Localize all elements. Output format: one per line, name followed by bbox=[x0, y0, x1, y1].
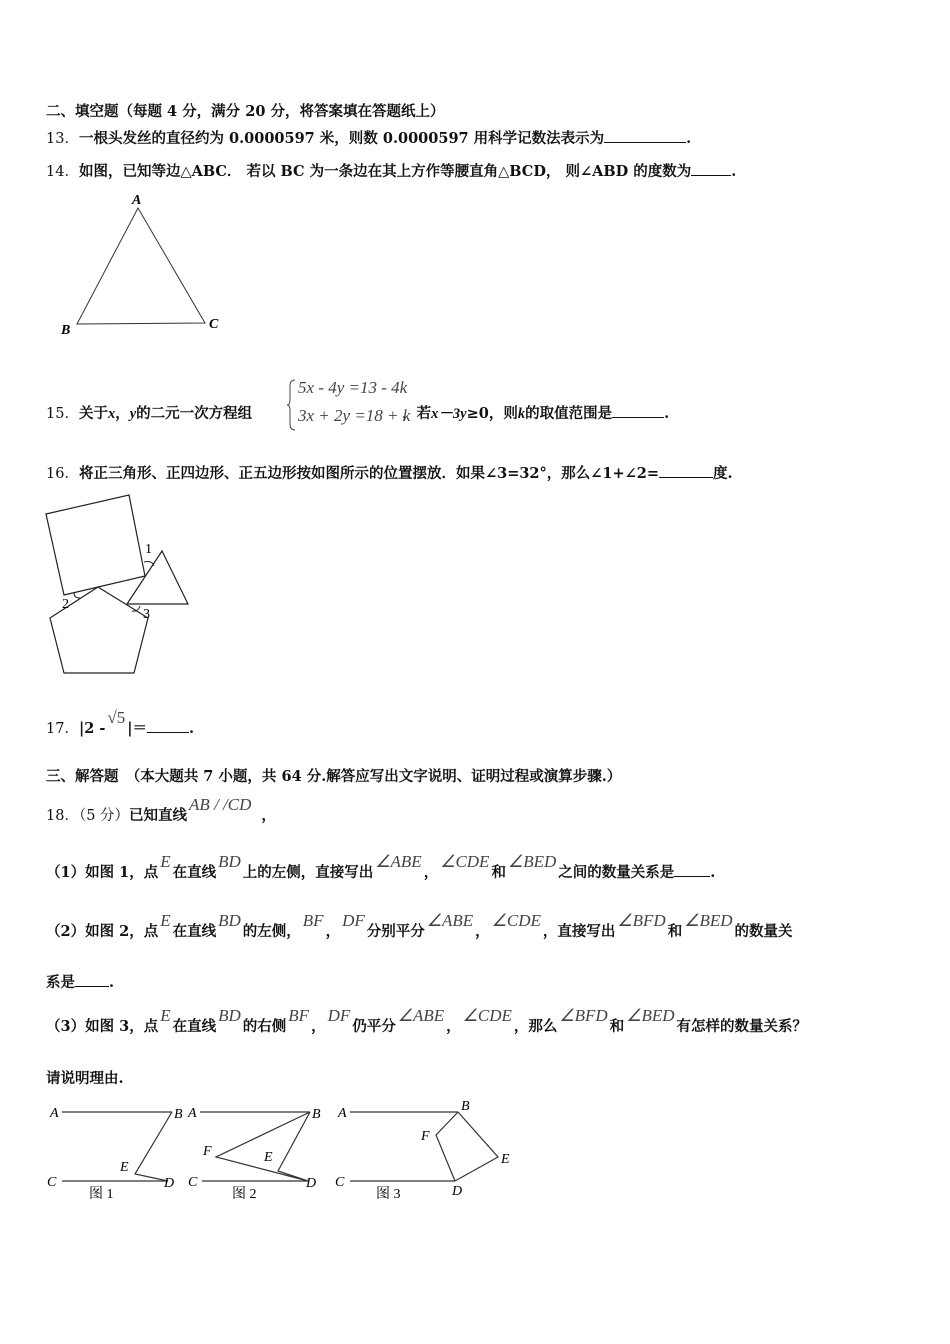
question-end: 度. bbox=[713, 465, 733, 482]
part-text: 在直线 bbox=[172, 923, 217, 940]
part-text: 的左侧， bbox=[242, 923, 301, 940]
math-bf: BF bbox=[302, 911, 324, 930]
math-angle-bfd: ∠BFD bbox=[559, 1006, 608, 1025]
figure-1 bbox=[47, 1106, 183, 1202]
question-number: 14． bbox=[46, 164, 79, 180]
answer-blank[interactable] bbox=[75, 972, 109, 987]
answer-blank[interactable] bbox=[659, 463, 713, 478]
part-text: 的数量关 bbox=[734, 923, 793, 940]
question-13 bbox=[46, 128, 691, 149]
fig3-label-a: A bbox=[338, 1106, 347, 1121]
answer-blank[interactable] bbox=[604, 128, 686, 143]
answer-blank[interactable] bbox=[674, 862, 710, 877]
equation-1: 5x - 4y =13 - 4k bbox=[298, 378, 408, 397]
part-text: ， bbox=[446, 1018, 461, 1035]
var-y: y bbox=[129, 406, 137, 422]
question-text: ， bbox=[261, 807, 276, 824]
figure-3 bbox=[335, 1099, 510, 1202]
system-brace bbox=[287, 378, 297, 432]
question-18-part-3 bbox=[46, 1006, 807, 1037]
question-text: 已知直线 bbox=[129, 807, 188, 824]
fig2-label-c: C bbox=[188, 1175, 198, 1190]
math-angle-abe: ∠ABE bbox=[426, 911, 474, 930]
fig3-label-b: B bbox=[461, 1099, 470, 1114]
math-angle-cde: ∠CDE bbox=[440, 852, 490, 871]
var-k: k bbox=[517, 406, 526, 422]
fig2-label-d: D bbox=[306, 1176, 317, 1191]
math-angle-bfd: ∠BFD bbox=[617, 911, 666, 930]
question-text: ，若 bbox=[402, 405, 432, 422]
equilateral-triangle bbox=[77, 208, 205, 324]
math-bd: BD bbox=[218, 1006, 241, 1025]
math-angle-cde: ∠CDE bbox=[462, 1006, 512, 1025]
part-text: 有怎样的数量关系？ bbox=[676, 1018, 807, 1035]
part-text: （2）如图 2，点 bbox=[46, 923, 159, 940]
equation-2: 3x + 2y =18 + k bbox=[298, 406, 411, 425]
part-text: 仍平分 bbox=[352, 1018, 396, 1035]
fig1-label-a: A bbox=[50, 1106, 59, 1121]
section-2-title: 二、填空题（每题 4 分，满分 20 分，将答案填在答题纸上） bbox=[46, 103, 445, 120]
figure-2 bbox=[187, 1106, 321, 1202]
question-text: 的取值范围是 bbox=[525, 405, 613, 422]
label-c: C bbox=[209, 317, 219, 332]
question-18-part-1 bbox=[46, 852, 716, 883]
part-text: （1）如图 1，点 bbox=[46, 864, 159, 881]
part-text: 上的左侧，直接写出 bbox=[242, 864, 374, 881]
math-angle-bed: ∠BED bbox=[684, 911, 733, 930]
part-text: 和 bbox=[609, 1018, 625, 1035]
fig3-label-e: E bbox=[501, 1152, 510, 1167]
fig2-label-f: F bbox=[203, 1144, 212, 1159]
part-end: . bbox=[710, 864, 716, 881]
math-e: E bbox=[160, 1006, 171, 1025]
question-text: |2 - bbox=[78, 720, 106, 737]
part-text: ，直接写出 bbox=[542, 923, 616, 940]
math-bf: BF bbox=[288, 1006, 310, 1025]
fig2-label-e: E bbox=[264, 1150, 273, 1165]
part-text: 在直线 bbox=[172, 864, 217, 881]
part-text: ， bbox=[475, 923, 490, 940]
question-number: 17． bbox=[46, 721, 79, 737]
q18-figures bbox=[40, 1095, 520, 1205]
question-text: ≥0，则 bbox=[466, 405, 518, 422]
sqrt-5: √5 bbox=[107, 708, 126, 727]
polygons-figure bbox=[40, 490, 200, 680]
question-end: . bbox=[731, 163, 737, 180]
answer-blank[interactable] bbox=[147, 718, 189, 733]
part-end: . bbox=[109, 974, 115, 991]
math-e: E bbox=[160, 852, 171, 871]
math-angle-cde: ∠CDE bbox=[491, 911, 541, 930]
question-end: . bbox=[189, 720, 195, 737]
fig2-label-a: A bbox=[188, 1106, 197, 1121]
fig1-label-b: B bbox=[174, 1107, 183, 1122]
angle-2-arc bbox=[74, 593, 80, 598]
angle-label-3: 3 bbox=[143, 607, 150, 622]
fig1-label-d: D bbox=[164, 1176, 175, 1191]
fig3-caption: 图 3 bbox=[376, 1187, 401, 1202]
fig3-label-c: C bbox=[335, 1175, 345, 1190]
section-3-title: 三、解答题 （本大题共 7 小题，共 64 分.解答应写出文字说明、证明过程或演算步骤.） bbox=[46, 768, 622, 785]
fig1-caption: 图 1 bbox=[89, 1187, 114, 1202]
question-number: 16． bbox=[46, 466, 79, 482]
part-text: 和 bbox=[491, 864, 506, 881]
question-text: 的二元一次方程组 bbox=[136, 405, 253, 422]
label-b: B bbox=[61, 323, 71, 338]
comma: ， bbox=[115, 405, 130, 422]
question-text: 一根头发丝的直径约为 0.0000597 米，则数 0.0000597 用科学记数法表示为 bbox=[78, 130, 605, 147]
math-angle-bed: ∠BED bbox=[507, 852, 557, 871]
question-text: 将正三角形、正四边形、正五边形按如图所示的位置摆放．如果∠3=32°，那么∠1+∠2= bbox=[78, 465, 660, 482]
part-text: ，那么 bbox=[513, 1018, 558, 1035]
math-bd: BD bbox=[218, 911, 241, 930]
question-number: 13． bbox=[46, 131, 79, 147]
angle-label-1: 1 bbox=[145, 542, 152, 557]
condition: x－3y bbox=[431, 406, 467, 422]
label-a: A bbox=[132, 193, 142, 208]
question-18-reason: 请说明理由. bbox=[46, 1070, 124, 1087]
part-text: 的右侧 bbox=[242, 1018, 287, 1035]
question-14 bbox=[46, 161, 736, 182]
math-e: E bbox=[160, 911, 171, 930]
question-end: . bbox=[664, 405, 670, 422]
question-18-part-2 bbox=[46, 911, 793, 942]
part-text: 之间的数量关系是 bbox=[558, 864, 675, 881]
question-end: . bbox=[686, 130, 692, 147]
math-bd: BD bbox=[218, 852, 241, 871]
part-text: ， bbox=[423, 864, 439, 881]
fig3-label-d: D bbox=[452, 1184, 463, 1199]
part-text: ， bbox=[325, 923, 341, 940]
part-text: （3）如图 3，点 bbox=[46, 1018, 159, 1035]
math-angle-abe: ∠ABE bbox=[397, 1006, 445, 1025]
part-text: 在直线 bbox=[172, 1018, 217, 1035]
question-text: 如图，已知等边△ABC． 若以 BC 为一条边在其上方作等腰直角△BCD， 则∠ABD 的度数为 bbox=[78, 163, 692, 180]
ab-parallel-cd: AB / /CD bbox=[189, 795, 252, 814]
question-score: （5 分） bbox=[78, 808, 130, 824]
math-df: DF bbox=[342, 911, 365, 930]
part-text: 系是 bbox=[46, 974, 75, 991]
question-18 bbox=[46, 795, 276, 826]
var-x: x bbox=[107, 406, 116, 422]
fig2-label-b: B bbox=[312, 1107, 321, 1122]
answer-blank[interactable] bbox=[691, 161, 731, 176]
question-number: 15． bbox=[46, 406, 79, 422]
math-angle-abe: ∠ABE bbox=[375, 852, 422, 871]
question-18-part-2-cont bbox=[46, 972, 114, 993]
angle-label-2: 2 bbox=[62, 597, 69, 612]
triangle-abc-figure bbox=[55, 190, 235, 340]
question-16 bbox=[46, 463, 733, 484]
math-df: DF bbox=[327, 1006, 351, 1025]
question-number: 18． bbox=[46, 808, 79, 824]
fig3-label-f: F bbox=[421, 1129, 430, 1144]
fig1-label-c: C bbox=[47, 1175, 57, 1190]
question-text: 关于 bbox=[78, 405, 108, 422]
square bbox=[46, 495, 145, 595]
math-angle-bed: ∠BED bbox=[626, 1006, 675, 1025]
answer-blank[interactable] bbox=[612, 403, 664, 418]
part-text: 和 bbox=[667, 923, 683, 940]
fig2-caption: 图 2 bbox=[232, 1187, 257, 1202]
part-text: ， bbox=[311, 1018, 326, 1035]
fig1-label-e: E bbox=[120, 1160, 129, 1175]
question-text: |＝ bbox=[127, 720, 148, 737]
question-17 bbox=[46, 708, 195, 739]
part-text: 分别平分 bbox=[366, 923, 425, 940]
